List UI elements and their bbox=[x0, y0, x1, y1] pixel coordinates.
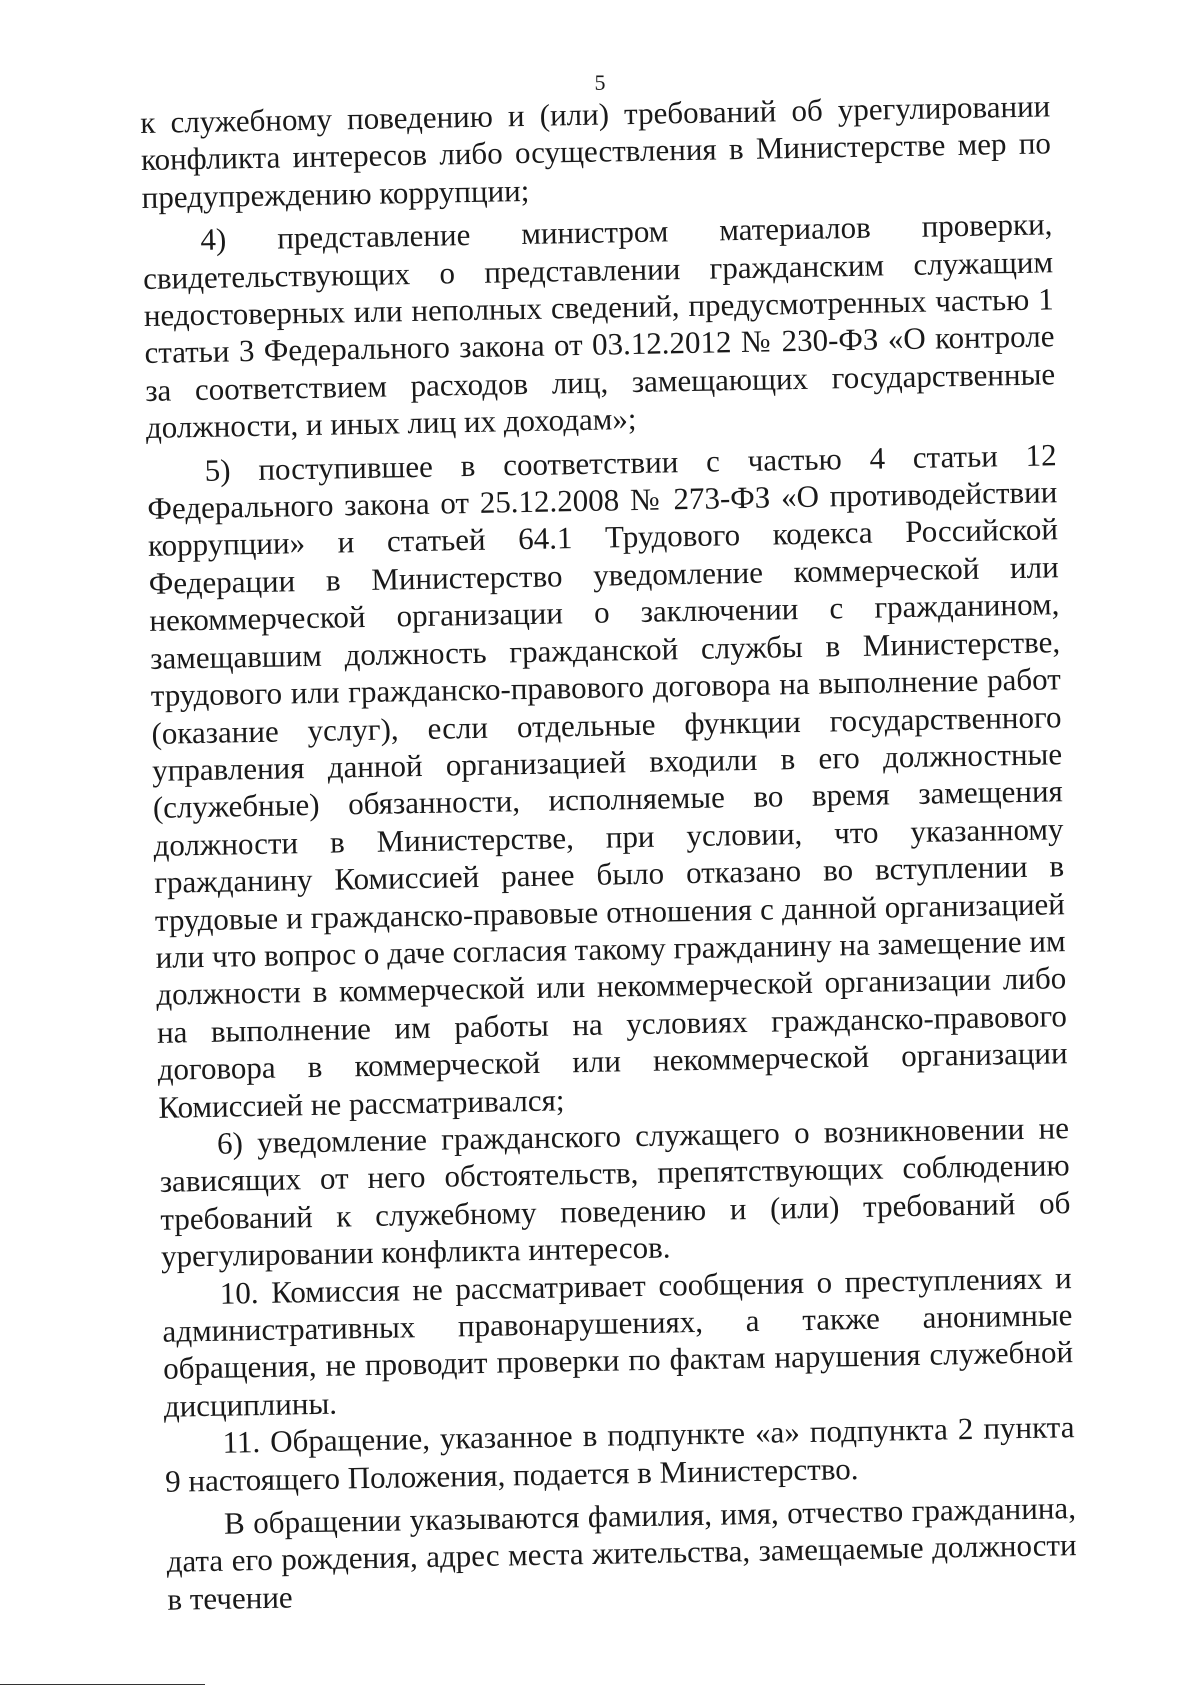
paragraph-appeal-contents: В обращении указываются фамилия, имя, отчество гражданина, дата его рождения, адрес места жительства, замещаемые должности в течение bbox=[166, 1490, 1077, 1617]
paragraph-item-6: 6) уведомление гражданского служащего о возникновении не зависящих от него обстоятельств, препятствующих соблюдению требований к служебному поведению и (или) требований об урегулировании конфликта интересов. bbox=[159, 1110, 1071, 1274]
paragraph-item-5: 5) поступившее в соответствии с частью 4 статьи 12 Федерального закона от 25.12.2008 № 273-ФЗ «О противодействии коррупции» и статьей 64.1 Трудового кодекса Российской Федерации в Министерство уведомление коммерческой или некоммерческой организации о заключении с гражданином, замещавшим должность гражданской службы в Министерстве, трудового или гражданско-правового договора на выполнение работ (оказание услуг), если отдельные функции государственного управления данной организацией входили в его должностные (служебные) обязанности, исполняемые во время замещения должности в Министерстве, при условии, что указанному гражданину Комиссией ранее было отказано во вступлении в трудовые и гражданско-правовые отношения с данной организацией или что вопрос о даче согласия такому гражданину на замещение им должности в коммерческой или некоммерческой организации либо на выполнение им работы на условиях гражданско-правового договора в коммерческой или некоммерческой организации Комиссией не рассматривался; bbox=[147, 436, 1068, 1125]
page-number: 5 bbox=[594, 70, 606, 95]
paragraph-clause-10: 10. Комиссия не рассматривает сообщения о преступлениях и административных правонарушениях, а также анонимные обращения, не проводит проверки по фактам нарушения служебной дисциплины. bbox=[162, 1259, 1074, 1424]
paragraph-item-4: 4) представление министром материалов проверки, свидетельствующих о представлении гражданским служащим недостоверных или неполных сведений, предусмотренных частью 1 статьи 3 Федерального закона от 03.12.2012 № 230-ФЗ «О контроле за соответствием расходов лиц, замещающих государственные должности, и иных лиц их доходам»; bbox=[142, 206, 1056, 446]
document-body bbox=[140, 87, 1078, 1618]
paragraph-continuation: к служебному поведению и (или) требований об урегулировании конфликта интересов либо осуществления в Министерстве мер по предупреждению коррупции; bbox=[140, 88, 1052, 215]
footnote-separator-line bbox=[0, 1684, 205, 1685]
paragraph-clause-11: 11. Обращение, указанное в подпункте «а» подпункта 2 пункта 9 настоящего Положения, подается в Министерство. bbox=[164, 1409, 1075, 1499]
